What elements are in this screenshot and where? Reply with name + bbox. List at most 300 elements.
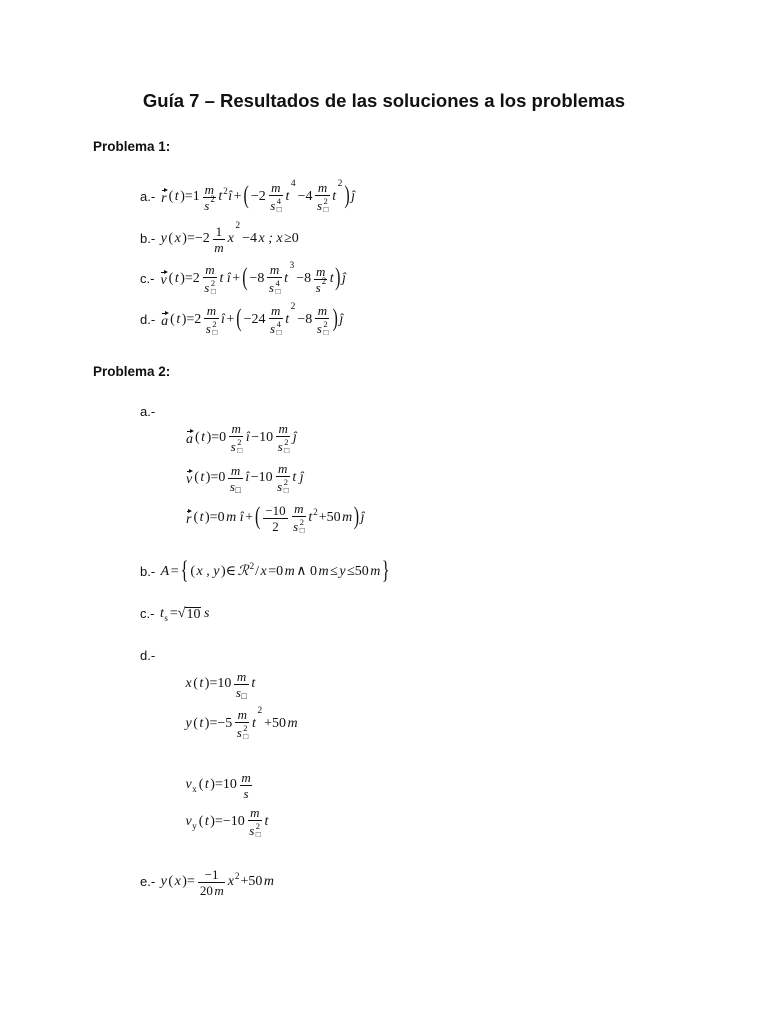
math-variable: m [342,510,353,525]
denominator [276,438,290,454]
math-variable: î [245,430,250,445]
superscript-subscript-stack [300,518,305,534]
equation [160,868,274,897]
superscript: 2 [235,221,241,231]
fraction [248,806,262,838]
math-text: 1 [215,223,223,239]
subscript: □ [276,327,282,337]
math-variable: t [201,430,206,445]
large-delimiter: ) [332,306,338,333]
numerator [235,670,247,683]
fraction [292,502,306,534]
math-variable: m [317,180,328,195]
large-delimiter: ( [254,504,261,531]
superscript: 2 [284,437,289,447]
math-text: ( [168,231,174,246]
denominator [269,197,283,213]
math-variable: m [316,263,326,279]
math-variable: s [268,279,274,295]
item-label: b.- [140,564,156,579]
fraction [269,304,283,336]
numerator [249,806,261,819]
superscript: 2 [210,278,216,288]
math-text: )=−10 [210,814,245,829]
equation [185,806,269,838]
denominator [315,320,329,336]
superscript-subscript-stack [284,478,289,494]
math-text: −10 [250,470,273,485]
superscript: 2 [337,179,343,189]
superscript-subscript-stack [237,438,242,454]
denominator [242,787,250,800]
superscript: 4 [276,196,282,206]
math-text: −10 [251,430,274,445]
fraction [276,422,290,454]
superscript-subscript-stack [211,279,216,295]
math-variable: t [200,470,205,485]
numerator [270,181,282,194]
math-variable: m [284,564,295,579]
numerator [204,263,216,276]
large-delimiter: ) [353,504,360,531]
problem-2-item-a-line-3 [185,498,365,538]
math-variable: ĵ [339,312,344,327]
math-variable: s [270,197,276,213]
math-text: ( [193,716,198,731]
math-variable: ĵ [351,189,356,204]
problem-2-item-a [140,392,160,432]
math-text: )=10 [204,676,232,691]
denominator [203,193,216,213]
equation [185,422,297,454]
math-text: ∧ 0 [296,564,318,579]
math-variable: v [185,814,192,829]
math-variable: t [159,606,164,621]
numerator [269,304,281,317]
equation [159,606,209,622]
math-text: −4 [297,189,313,204]
math-variable: s [277,438,283,454]
math-text: / [255,564,260,579]
subscript: □ [276,204,282,214]
superscript: 2 [323,196,328,206]
problem-1-item-b [140,219,300,259]
math-text: )= [182,874,195,889]
math-text: )=2 [180,271,200,286]
math-variable: t [218,189,223,204]
math-variable: x [174,231,181,246]
math-variable: t [264,814,269,829]
math-text: + [232,271,241,286]
numerator [293,502,305,515]
superscript-subscript-stack [212,320,217,336]
math-variable: x [227,874,234,889]
superscript-subscript-stack [277,320,282,336]
math-variable: v [185,777,192,792]
math-variable: m [263,874,274,889]
math-variable: s [229,478,235,494]
item-label: e.- [140,874,156,889]
superscript: 2 [234,871,240,881]
math-text: ( [193,510,199,525]
item-label: c.- [140,606,155,621]
math-variable: m [318,564,329,579]
math-variable: t [251,716,256,731]
subscript: □ [275,286,281,296]
math-variable: m [317,303,328,318]
superscript-subscript-stack [324,197,329,213]
numerator [316,304,328,317]
problem-2-item-d-line-3 [185,765,254,805]
math-text: )=−2 [182,231,210,246]
subscript: □ [235,484,241,495]
numerator [263,504,287,517]
large-delimiter: ( [236,306,242,333]
math-variable: m [237,707,248,722]
math-variable: s [236,724,242,740]
math-text: ( [190,564,195,579]
math-text: ( [168,874,174,889]
equation [185,462,304,494]
problem-1-item-a [140,177,356,217]
math-variable: s [293,518,299,534]
vector-symbol: a [186,428,193,448]
equation [185,708,298,740]
vector-symbol: v [186,468,192,488]
math-variable: m [230,462,241,478]
superscript-subscript-stack [277,197,282,213]
equation [160,558,390,585]
vector-symbol: a [161,310,168,330]
problem-2-item-d-line-1 [185,664,256,704]
math-variable: t ĵ [292,470,304,485]
problem-2-item-d [140,636,160,676]
math-text: ≤50 [347,564,369,579]
math-text: =√ [169,606,186,621]
math-text: )=0 [206,430,227,445]
equation [185,670,256,699]
math-variable: x [174,874,181,889]
numerator [203,868,221,881]
math-variable: y [185,716,192,731]
subscript: □ [255,829,261,839]
math-text: +50 [318,510,341,525]
item-label: a.- [140,404,156,419]
math-text: +50 [240,874,263,889]
numerator [268,263,280,276]
math-text: =0 [268,564,284,579]
numerator [236,708,248,721]
numerator [205,304,217,317]
superscript: 2 [313,507,318,517]
math-variable: m [370,564,381,579]
denominator [203,279,217,295]
fraction [269,181,283,213]
math-variable: t [251,676,256,691]
problem-2-item-a-line-1 [185,418,297,458]
numerator [240,771,252,784]
page-title: Guía 7 – Resultados de las soluciones a los problemas [142,90,626,111]
math-text: ( [168,271,174,286]
subscript: y [192,821,197,831]
superscript-subscript-stack [284,438,289,454]
denominator [213,241,225,254]
math-variable: x [227,231,234,246]
numerator [316,181,328,194]
math-variable: m [278,421,288,436]
superscript: 2 [299,517,304,527]
subscript: s [164,613,168,623]
math-text: + [226,312,235,327]
superscript: 4 [275,278,280,288]
math-variable: t [329,271,334,286]
math-text: ( [198,814,204,829]
math-variable: t î [219,271,231,286]
math-variable: m [270,303,281,318]
fraction [229,422,243,454]
math-text: )=10 [210,777,237,792]
math-variable: s [277,478,283,494]
math-variable: m [278,461,288,476]
math-variable: m [269,262,280,277]
fraction [276,462,290,494]
item-label: c.- [140,271,155,286]
superscript: 2 [255,821,261,831]
denominator [269,320,283,336]
math-variable: t [285,189,290,204]
math-variable: m [241,769,251,785]
large-delimiter: } [381,558,390,585]
fraction [314,265,327,294]
math-variable: s [204,279,210,295]
math-variable: t [199,676,204,691]
math-text: ( [168,189,174,204]
math-variable: y [160,874,167,889]
numerator [214,225,225,238]
math-variable: t [285,312,290,327]
math-variable: A [160,564,170,579]
fraction [267,263,281,295]
vector-symbol: r [186,508,191,528]
fraction [240,771,252,800]
denominator [248,822,262,838]
math-variable: m [271,180,281,195]
math-variable: ĵ [360,510,365,525]
denominator [276,478,290,494]
equation [185,771,254,800]
problem-1-item-d [140,300,344,340]
math-text: ≤ [330,564,338,579]
math-text: = [170,564,179,579]
denominator [198,884,225,897]
problem-1-heading: Problema 1: [93,139,171,154]
fraction [235,708,249,740]
math-variable: s [243,785,249,801]
math-text: )∈ [220,564,236,579]
math-text: +50 [264,716,286,731]
item-label: d.- [140,312,156,327]
problem-2-item-a-line-2 [185,458,304,498]
fraction [204,304,218,336]
math-text: ( [195,430,200,445]
math-variable: s [270,320,276,336]
math-text: ≥0 [284,231,299,246]
math-text: −8 [297,312,313,327]
math-variable: s [230,438,236,454]
equation [160,181,355,213]
math-variable: t [174,189,179,204]
numerator [277,462,289,475]
math-variable: s [249,822,255,838]
math-variable: m î [226,510,244,525]
superscript: 4 [276,319,281,329]
fraction [315,181,329,213]
denominator [270,520,281,533]
math-variable: m [206,303,217,318]
math-variable: x , y [196,564,220,579]
superscript-subscript-stack [323,320,328,336]
math-variable: m [231,421,241,436]
math-variable: î [245,470,250,485]
subscript: □ [299,525,305,535]
denominator [315,197,329,213]
math-text: )=1 [180,189,200,204]
math-variable: ℛ [237,564,249,579]
math-variable: t [199,716,204,731]
math-text: ( [193,676,198,691]
subscript: □ [323,204,329,214]
math-variable: ĵ [341,271,346,286]
subscript: □ [241,690,247,701]
subscript: □ [210,286,216,296]
math-text: )=−5 [204,716,233,731]
math-variable: t [308,510,313,525]
problem-1-item-c [140,259,346,299]
vector-symbol: v [160,269,166,289]
numerator [277,422,289,435]
math-variable: x [185,676,192,691]
superscript: 2 [257,706,263,716]
equation [160,221,300,255]
problem-2-item-d-line-4 [185,802,269,842]
math-text: ( [170,312,175,327]
denominator [267,279,281,295]
problem-2-item-d-line-2 [185,704,298,744]
math-text: 2 [272,518,279,534]
item-label: b.- [140,231,156,246]
subscript: □ [284,445,290,455]
superscript: 2 [249,561,255,571]
math-variable: s [203,606,210,621]
superscript-subscript-stack [275,279,280,295]
math-variable: t [284,271,289,286]
math-variable: y [160,231,167,246]
numerator [230,422,242,435]
problem-2-item-e [140,862,274,902]
large-delimiter: ( [242,265,248,292]
math-text: + [233,189,242,204]
superscript-subscript-stack [243,724,248,740]
denominator [204,320,218,336]
denominator [228,480,243,493]
math-variable: s [204,197,210,213]
fraction [234,670,249,699]
fraction [213,225,225,254]
problem-2-heading: Problema 2: [93,364,171,379]
math-variable: t [332,189,337,204]
superscript: 2 [212,319,217,329]
math-variable: x ; x [258,231,283,246]
equation [160,304,344,336]
problem-2-item-c [140,594,210,634]
math-text: −8 [296,271,312,286]
vector-symbol: r [161,187,166,207]
fraction [198,868,225,897]
math-text: ( [194,470,199,485]
math-text: −10 [265,502,286,518]
superscript: 2 [237,437,242,447]
math-variable: s [235,684,241,700]
large-delimiter: ( [243,183,249,210]
math-variable: m [250,805,260,820]
math-text: −24 [243,312,266,327]
superscript: 2 [243,723,248,733]
subscript: x [192,784,197,794]
math-variable: m [214,882,224,898]
superscript: 4 [290,179,296,189]
math-text: −1 [204,866,219,882]
math-text: 20 [199,882,213,898]
radicand: 10 [186,606,201,622]
math-text: )=0 [205,510,225,525]
math-text: ( [198,777,204,792]
item-label: d.- [140,648,156,663]
math-variable: x [260,564,267,579]
large-delimiter: ) [335,265,341,292]
math-variable: m [236,668,247,684]
superscript: 2 [210,193,215,204]
math-text: + [245,510,253,525]
math-variable: s [315,279,321,295]
subscript: □ [243,731,249,741]
math-variable: m [205,262,215,277]
math-variable: y [339,564,346,579]
large-delimiter: { [180,558,189,585]
math-variable: s [316,197,323,213]
denominator [235,724,249,740]
math-text: −8 [249,271,265,286]
math-variable: t [199,510,204,525]
fraction [203,183,216,212]
math-variable: m [294,501,304,516]
math-variable: m [287,716,298,731]
subscript: □ [237,445,243,455]
denominator [229,438,243,454]
subscript: □ [212,327,218,337]
math-text: )=2 [181,312,202,327]
math-variable: m [214,239,224,255]
superscript: 3 [289,261,295,271]
denominator [314,275,327,295]
math-variable: t [176,312,181,327]
denominator [234,686,249,699]
item-label: a.- [140,189,156,204]
math-variable: t [174,271,179,286]
math-variable: ĵ [292,430,297,445]
superscript-subscript-stack [256,822,261,838]
subscript: □ [283,485,289,495]
denominator [292,518,306,534]
